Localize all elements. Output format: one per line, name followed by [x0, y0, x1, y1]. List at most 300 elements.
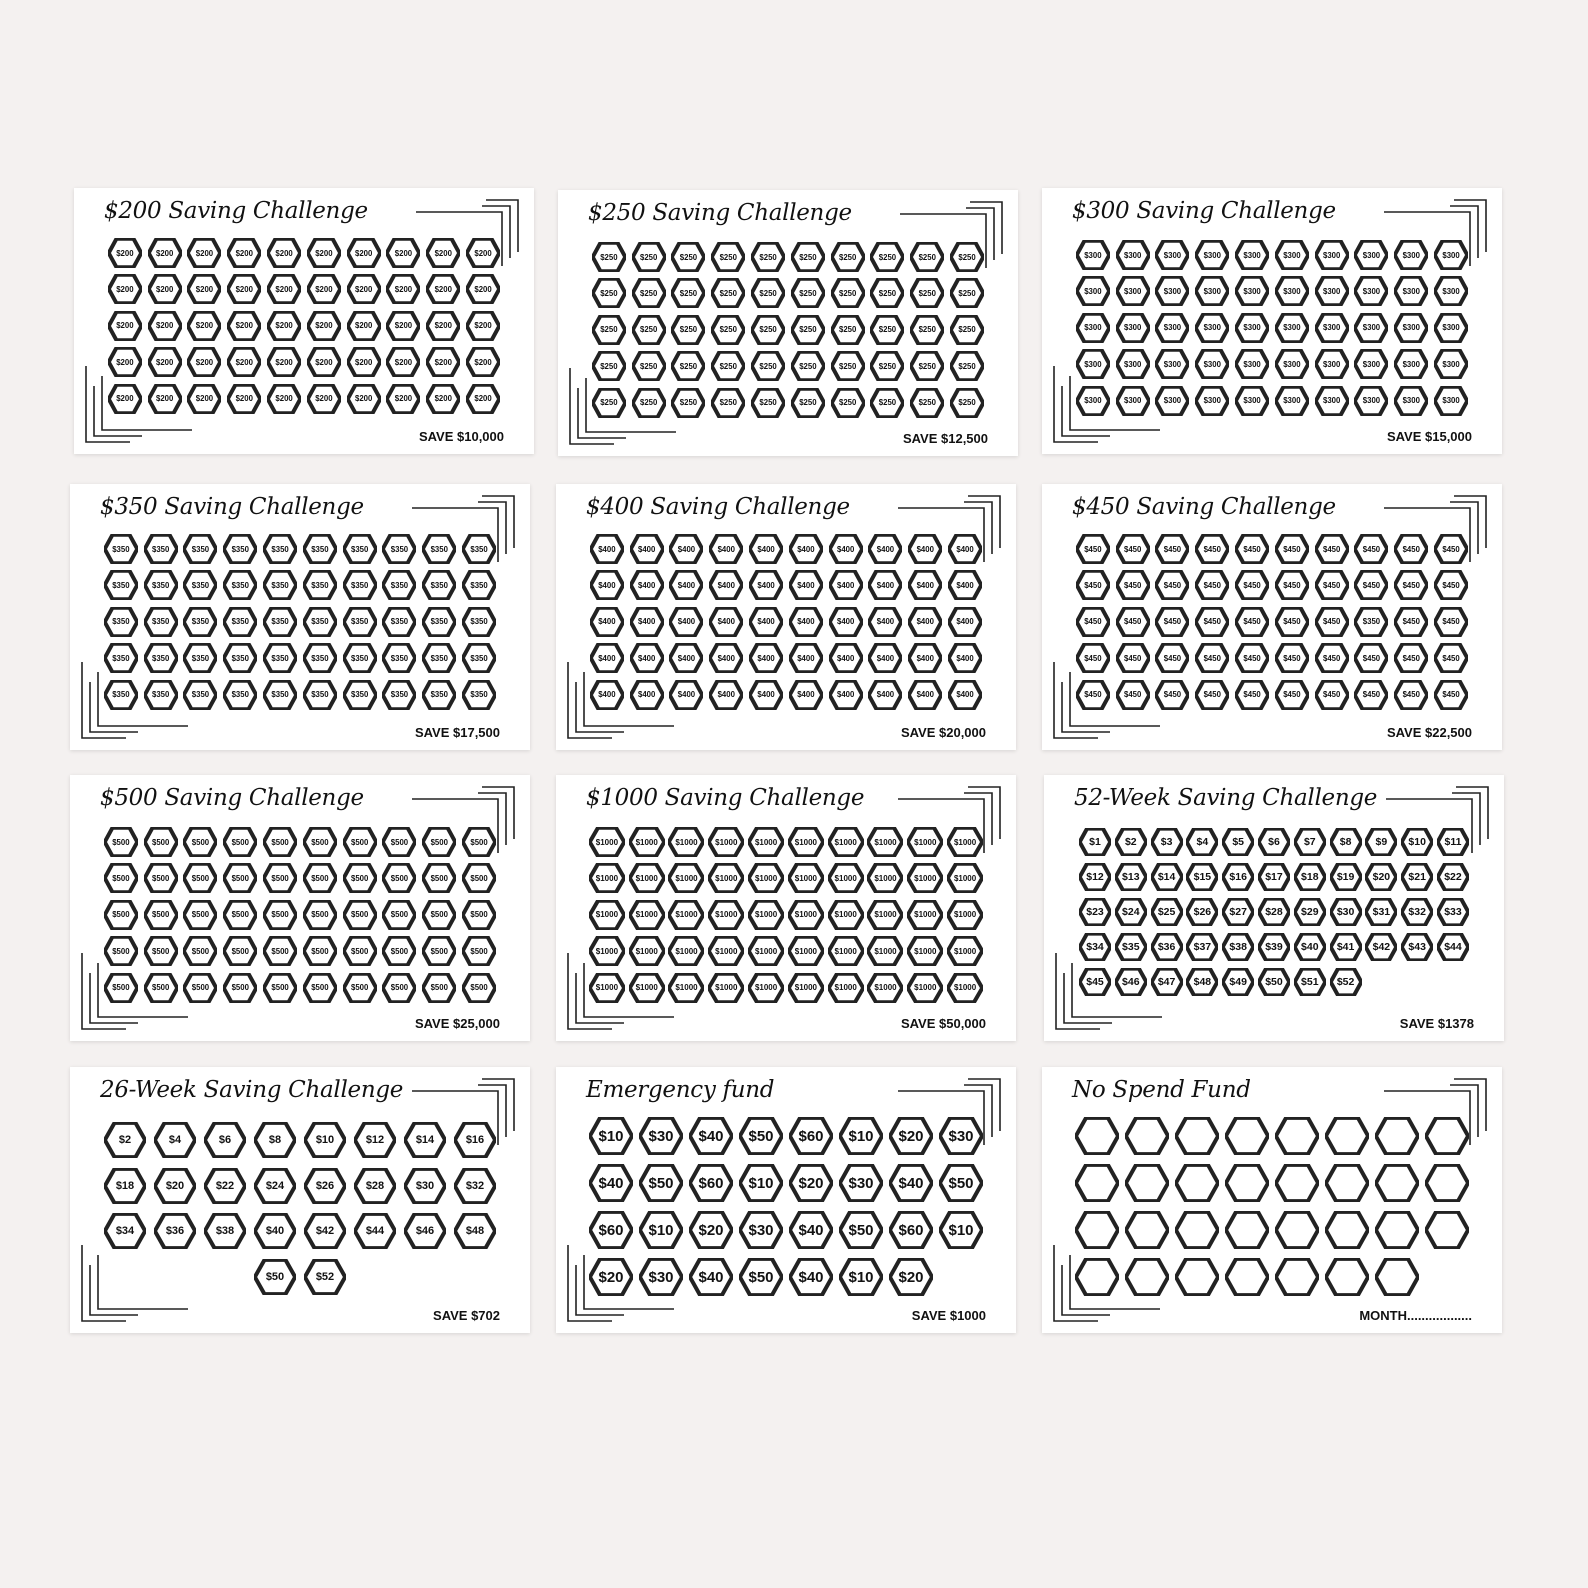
savings-cell[interactable]: [868, 570, 902, 600]
savings-cell[interactable]: [739, 1117, 783, 1155]
savings-cell[interactable]: [454, 1168, 496, 1204]
savings-cell[interactable]: [789, 643, 823, 673]
savings-cell[interactable]: [1155, 534, 1189, 564]
savings-cell[interactable]: [148, 311, 182, 341]
savings-cell[interactable]: [639, 1258, 683, 1296]
savings-cell[interactable]: [108, 347, 142, 377]
savings-cell[interactable]: [1275, 680, 1309, 710]
savings-cell[interactable]: [343, 827, 377, 857]
savings-cell[interactable]: [144, 863, 178, 893]
savings-cell[interactable]: [668, 936, 704, 966]
savings-cell[interactable]: [589, 936, 625, 966]
savings-cell[interactable]: [1434, 570, 1468, 600]
savings-cell[interactable]: [204, 1122, 246, 1158]
savings-cell[interactable]: [267, 274, 301, 304]
savings-cell[interactable]: [910, 242, 944, 272]
savings-cell[interactable]: [227, 274, 261, 304]
savings-cell[interactable]: [263, 607, 297, 637]
savings-cell[interactable]: [303, 827, 337, 857]
savings-cell[interactable]: [1437, 898, 1469, 926]
savings-cell[interactable]: [1115, 898, 1147, 926]
savings-cell[interactable]: [671, 351, 705, 381]
savings-cell[interactable]: [183, 863, 217, 893]
savings-cell[interactable]: [867, 863, 903, 893]
savings-cell[interactable]: [1437, 933, 1469, 961]
savings-cell[interactable]: [1076, 607, 1110, 637]
savings-cell[interactable]: [1235, 276, 1269, 306]
savings-cell[interactable]: [939, 1164, 983, 1202]
savings-cell[interactable]: [183, 570, 217, 600]
savings-cell[interactable]: [382, 900, 416, 930]
savings-cell[interactable]: [223, 863, 257, 893]
savings-cell[interactable]: [630, 534, 664, 564]
savings-cell[interactable]: [422, 863, 456, 893]
savings-cell[interactable]: [1330, 863, 1362, 891]
savings-cell[interactable]: [1125, 1164, 1169, 1202]
savings-cell[interactable]: [1079, 933, 1111, 961]
savings-cell[interactable]: [263, 936, 297, 966]
savings-cell[interactable]: [669, 643, 703, 673]
savings-cell[interactable]: [939, 1117, 983, 1155]
savings-cell[interactable]: [788, 936, 824, 966]
savings-cell[interactable]: [1258, 968, 1290, 996]
savings-cell[interactable]: [343, 900, 377, 930]
savings-cell[interactable]: [1325, 1258, 1369, 1296]
savings-cell[interactable]: [347, 238, 381, 268]
savings-cell[interactable]: [590, 534, 624, 564]
savings-cell[interactable]: [1330, 968, 1362, 996]
savings-cell[interactable]: [304, 1168, 346, 1204]
savings-cell[interactable]: [867, 827, 903, 857]
savings-cell[interactable]: [1354, 534, 1388, 564]
savings-cell[interactable]: [183, 680, 217, 710]
savings-cell[interactable]: [1354, 570, 1388, 600]
savings-cell[interactable]: [1222, 968, 1254, 996]
savings-cell[interactable]: [1155, 313, 1189, 343]
savings-cell[interactable]: [1195, 386, 1229, 416]
savings-cell[interactable]: [343, 534, 377, 564]
savings-cell[interactable]: [386, 238, 420, 268]
savings-cell[interactable]: [590, 570, 624, 600]
savings-cell[interactable]: [1275, 1211, 1319, 1249]
savings-cell[interactable]: [1225, 1258, 1269, 1296]
savings-cell[interactable]: [104, 973, 138, 1003]
savings-cell[interactable]: [307, 384, 341, 414]
savings-cell[interactable]: [708, 900, 744, 930]
savings-cell[interactable]: [254, 1168, 296, 1204]
savings-cell[interactable]: [639, 1211, 683, 1249]
savings-cell[interactable]: [708, 827, 744, 857]
savings-cell[interactable]: [868, 643, 902, 673]
savings-cell[interactable]: [867, 936, 903, 966]
savings-cell[interactable]: [789, 570, 823, 600]
savings-cell[interactable]: [668, 900, 704, 930]
savings-cell[interactable]: [1076, 349, 1110, 379]
savings-cell[interactable]: [1434, 313, 1468, 343]
savings-cell[interactable]: [1294, 898, 1326, 926]
savings-cell[interactable]: [422, 680, 456, 710]
savings-cell[interactable]: [343, 936, 377, 966]
savings-cell[interactable]: [708, 863, 744, 893]
savings-cell[interactable]: [104, 680, 138, 710]
savings-cell[interactable]: [1315, 240, 1349, 270]
savings-cell[interactable]: [462, 607, 496, 637]
savings-cell[interactable]: [590, 643, 624, 673]
savings-cell[interactable]: [1235, 240, 1269, 270]
savings-cell[interactable]: [382, 534, 416, 564]
savings-cell[interactable]: [590, 680, 624, 710]
savings-cell[interactable]: [227, 347, 261, 377]
savings-cell[interactable]: [382, 680, 416, 710]
savings-cell[interactable]: [1151, 968, 1183, 996]
savings-cell[interactable]: [630, 643, 664, 673]
savings-cell[interactable]: [1186, 863, 1218, 891]
savings-cell[interactable]: [1325, 1117, 1369, 1155]
savings-cell[interactable]: [462, 936, 496, 966]
savings-cell[interactable]: [1354, 240, 1388, 270]
savings-cell[interactable]: [630, 607, 664, 637]
savings-cell[interactable]: [462, 827, 496, 857]
savings-cell[interactable]: [1186, 968, 1218, 996]
savings-cell[interactable]: [671, 278, 705, 308]
savings-cell[interactable]: [307, 347, 341, 377]
savings-cell[interactable]: [1258, 863, 1290, 891]
savings-cell[interactable]: [748, 827, 784, 857]
savings-cell[interactable]: [907, 900, 943, 930]
savings-cell[interactable]: [592, 388, 626, 418]
savings-cell[interactable]: [629, 827, 665, 857]
savings-cell[interactable]: [422, 936, 456, 966]
savings-cell[interactable]: [1235, 534, 1269, 564]
savings-cell[interactable]: [1151, 863, 1183, 891]
savings-cell[interactable]: [1425, 1117, 1469, 1155]
savings-cell[interactable]: [589, 1211, 633, 1249]
savings-cell[interactable]: [1258, 933, 1290, 961]
savings-cell[interactable]: [1195, 349, 1229, 379]
savings-cell[interactable]: [1434, 240, 1468, 270]
savings-cell[interactable]: [870, 242, 904, 272]
savings-cell[interactable]: [187, 311, 221, 341]
savings-cell[interactable]: [908, 607, 942, 637]
savings-cell[interactable]: [1365, 898, 1397, 926]
savings-cell[interactable]: [1437, 828, 1469, 856]
savings-cell[interactable]: [426, 238, 460, 268]
savings-cell[interactable]: [183, 534, 217, 564]
savings-cell[interactable]: [303, 973, 337, 1003]
savings-cell[interactable]: [466, 238, 500, 268]
savings-cell[interactable]: [343, 570, 377, 600]
savings-cell[interactable]: [1195, 313, 1229, 343]
savings-cell[interactable]: [1354, 607, 1388, 637]
savings-cell[interactable]: [1222, 863, 1254, 891]
savings-cell[interactable]: [908, 534, 942, 564]
savings-cell[interactable]: [1434, 607, 1468, 637]
savings-cell[interactable]: [1195, 534, 1229, 564]
savings-cell[interactable]: [1155, 570, 1189, 600]
savings-cell[interactable]: [1076, 680, 1110, 710]
savings-cell[interactable]: [907, 827, 943, 857]
savings-cell[interactable]: [1079, 828, 1111, 856]
savings-cell[interactable]: [404, 1213, 446, 1249]
savings-cell[interactable]: [1401, 933, 1433, 961]
savings-cell[interactable]: [1151, 933, 1183, 961]
savings-cell[interactable]: [1258, 898, 1290, 926]
savings-cell[interactable]: [1365, 828, 1397, 856]
savings-cell[interactable]: [1155, 240, 1189, 270]
savings-cell[interactable]: [426, 347, 460, 377]
savings-cell[interactable]: [947, 827, 983, 857]
savings-cell[interactable]: [639, 1117, 683, 1155]
savings-cell[interactable]: [689, 1211, 733, 1249]
savings-cell[interactable]: [907, 973, 943, 1003]
savings-cell[interactable]: [303, 863, 337, 893]
savings-cell[interactable]: [1155, 386, 1189, 416]
savings-cell[interactable]: [347, 311, 381, 341]
savings-cell[interactable]: [889, 1117, 933, 1155]
savings-cell[interactable]: [907, 936, 943, 966]
savings-cell[interactable]: [462, 900, 496, 930]
savings-cell[interactable]: [1375, 1258, 1419, 1296]
savings-cell[interactable]: [1315, 680, 1349, 710]
savings-cell[interactable]: [1325, 1164, 1369, 1202]
savings-cell[interactable]: [669, 570, 703, 600]
savings-cell[interactable]: [422, 973, 456, 1003]
savings-cell[interactable]: [788, 863, 824, 893]
savings-cell[interactable]: [1186, 933, 1218, 961]
savings-cell[interactable]: [1394, 313, 1428, 343]
savings-cell[interactable]: [889, 1258, 933, 1296]
savings-cell[interactable]: [1235, 386, 1269, 416]
savings-cell[interactable]: [1235, 643, 1269, 673]
savings-cell[interactable]: [748, 900, 784, 930]
savings-cell[interactable]: [950, 315, 984, 345]
savings-cell[interactable]: [386, 274, 420, 304]
savings-cell[interactable]: [1434, 276, 1468, 306]
savings-cell[interactable]: [831, 388, 865, 418]
savings-cell[interactable]: [828, 936, 864, 966]
savings-cell[interactable]: [1175, 1117, 1219, 1155]
savings-cell[interactable]: [889, 1164, 933, 1202]
savings-cell[interactable]: [1116, 643, 1150, 673]
savings-cell[interactable]: [304, 1259, 346, 1295]
savings-cell[interactable]: [908, 643, 942, 673]
savings-cell[interactable]: [910, 388, 944, 418]
savings-cell[interactable]: [1195, 570, 1229, 600]
savings-cell[interactable]: [303, 643, 337, 673]
savings-cell[interactable]: [227, 238, 261, 268]
savings-cell[interactable]: [910, 351, 944, 381]
savings-cell[interactable]: [1075, 1117, 1119, 1155]
savings-cell[interactable]: [592, 315, 626, 345]
savings-cell[interactable]: [1116, 534, 1150, 564]
savings-cell[interactable]: [1195, 680, 1229, 710]
savings-cell[interactable]: [386, 311, 420, 341]
savings-cell[interactable]: [303, 607, 337, 637]
savings-cell[interactable]: [1275, 1258, 1319, 1296]
savings-cell[interactable]: [788, 973, 824, 1003]
savings-cell[interactable]: [1425, 1211, 1469, 1249]
savings-cell[interactable]: [789, 1211, 833, 1249]
savings-cell[interactable]: [671, 242, 705, 272]
savings-cell[interactable]: [831, 278, 865, 308]
savings-cell[interactable]: [304, 1122, 346, 1158]
savings-cell[interactable]: [669, 607, 703, 637]
savings-cell[interactable]: [1222, 933, 1254, 961]
savings-cell[interactable]: [144, 900, 178, 930]
savings-cell[interactable]: [751, 242, 785, 272]
savings-cell[interactable]: [307, 238, 341, 268]
savings-cell[interactable]: [1116, 276, 1150, 306]
savings-cell[interactable]: [1294, 933, 1326, 961]
savings-cell[interactable]: [589, 863, 625, 893]
savings-cell[interactable]: [709, 570, 743, 600]
savings-cell[interactable]: [1354, 276, 1388, 306]
savings-cell[interactable]: [1275, 1117, 1319, 1155]
savings-cell[interactable]: [104, 1122, 146, 1158]
savings-cell[interactable]: [154, 1122, 196, 1158]
savings-cell[interactable]: [950, 242, 984, 272]
savings-cell[interactable]: [104, 643, 138, 673]
savings-cell[interactable]: [1125, 1211, 1169, 1249]
savings-cell[interactable]: [889, 1211, 933, 1249]
savings-cell[interactable]: [1075, 1258, 1119, 1296]
savings-cell[interactable]: [870, 315, 904, 345]
savings-cell[interactable]: [689, 1258, 733, 1296]
savings-cell[interactable]: [791, 278, 825, 308]
savings-cell[interactable]: [254, 1122, 296, 1158]
savings-cell[interactable]: [462, 680, 496, 710]
savings-cell[interactable]: [868, 534, 902, 564]
savings-cell[interactable]: [466, 311, 500, 341]
savings-cell[interactable]: [908, 680, 942, 710]
savings-cell[interactable]: [1235, 570, 1269, 600]
savings-cell[interactable]: [343, 607, 377, 637]
savings-cell[interactable]: [689, 1164, 733, 1202]
savings-cell[interactable]: [187, 347, 221, 377]
savings-cell[interactable]: [1315, 313, 1349, 343]
savings-cell[interactable]: [144, 680, 178, 710]
savings-cell[interactable]: [343, 863, 377, 893]
savings-cell[interactable]: [382, 607, 416, 637]
savings-cell[interactable]: [1275, 386, 1309, 416]
savings-cell[interactable]: [1175, 1258, 1219, 1296]
savings-cell[interactable]: [1115, 968, 1147, 996]
savings-cell[interactable]: [382, 936, 416, 966]
savings-cell[interactable]: [1275, 313, 1309, 343]
savings-cell[interactable]: [104, 936, 138, 966]
savings-cell[interactable]: [1235, 349, 1269, 379]
savings-cell[interactable]: [709, 643, 743, 673]
savings-cell[interactable]: [751, 351, 785, 381]
savings-cell[interactable]: [303, 570, 337, 600]
savings-cell[interactable]: [1434, 680, 1468, 710]
savings-cell[interactable]: [343, 680, 377, 710]
savings-cell[interactable]: [1394, 349, 1428, 379]
savings-cell[interactable]: [223, 827, 257, 857]
savings-cell[interactable]: [148, 384, 182, 414]
savings-cell[interactable]: [187, 274, 221, 304]
savings-cell[interactable]: [108, 274, 142, 304]
savings-cell[interactable]: [948, 643, 982, 673]
savings-cell[interactable]: [839, 1211, 883, 1249]
savings-cell[interactable]: [1151, 828, 1183, 856]
savings-cell[interactable]: [1275, 240, 1309, 270]
savings-cell[interactable]: [1354, 643, 1388, 673]
savings-cell[interactable]: [1235, 680, 1269, 710]
savings-cell[interactable]: [1235, 313, 1269, 343]
savings-cell[interactable]: [462, 863, 496, 893]
savings-cell[interactable]: [749, 643, 783, 673]
savings-cell[interactable]: [910, 315, 944, 345]
savings-cell[interactable]: [347, 384, 381, 414]
savings-cell[interactable]: [183, 607, 217, 637]
savings-cell[interactable]: [1175, 1211, 1219, 1249]
savings-cell[interactable]: [1394, 534, 1428, 564]
savings-cell[interactable]: [204, 1168, 246, 1204]
savings-cell[interactable]: [1394, 607, 1428, 637]
savings-cell[interactable]: [1116, 313, 1150, 343]
savings-cell[interactable]: [263, 973, 297, 1003]
savings-cell[interactable]: [671, 388, 705, 418]
savings-cell[interactable]: [751, 388, 785, 418]
savings-cell[interactable]: [630, 570, 664, 600]
savings-cell[interactable]: [749, 570, 783, 600]
savings-cell[interactable]: [343, 973, 377, 1003]
savings-cell[interactable]: [1394, 643, 1428, 673]
savings-cell[interactable]: [629, 863, 665, 893]
savings-cell[interactable]: [709, 534, 743, 564]
savings-cell[interactable]: [1401, 828, 1433, 856]
savings-cell[interactable]: [749, 534, 783, 564]
savings-cell[interactable]: [1365, 863, 1397, 891]
savings-cell[interactable]: [829, 534, 863, 564]
savings-cell[interactable]: [183, 973, 217, 1003]
savings-cell[interactable]: [1330, 898, 1362, 926]
savings-cell[interactable]: [947, 863, 983, 893]
savings-cell[interactable]: [668, 827, 704, 857]
savings-cell[interactable]: [868, 680, 902, 710]
savings-cell[interactable]: [466, 274, 500, 304]
savings-cell[interactable]: [789, 680, 823, 710]
savings-cell[interactable]: [1116, 240, 1150, 270]
savings-cell[interactable]: [263, 863, 297, 893]
savings-cell[interactable]: [303, 534, 337, 564]
savings-cell[interactable]: [867, 900, 903, 930]
savings-cell[interactable]: [1330, 828, 1362, 856]
savings-cell[interactable]: [950, 351, 984, 381]
savings-cell[interactable]: [422, 827, 456, 857]
savings-cell[interactable]: [947, 973, 983, 1003]
savings-cell[interactable]: [154, 1213, 196, 1249]
savings-cell[interactable]: [303, 936, 337, 966]
savings-cell[interactable]: [589, 1117, 633, 1155]
savings-cell[interactable]: [592, 278, 626, 308]
savings-cell[interactable]: [1125, 1258, 1169, 1296]
savings-cell[interactable]: [791, 351, 825, 381]
savings-cell[interactable]: [1275, 1164, 1319, 1202]
savings-cell[interactable]: [382, 570, 416, 600]
savings-cell[interactable]: [144, 607, 178, 637]
savings-cell[interactable]: [1275, 534, 1309, 564]
savings-cell[interactable]: [947, 900, 983, 930]
savings-cell[interactable]: [947, 936, 983, 966]
savings-cell[interactable]: [828, 827, 864, 857]
savings-cell[interactable]: [1354, 680, 1388, 710]
savings-cell[interactable]: [1394, 276, 1428, 306]
savings-cell[interactable]: [1315, 607, 1349, 637]
savings-cell[interactable]: [223, 570, 257, 600]
savings-cell[interactable]: [711, 351, 745, 381]
